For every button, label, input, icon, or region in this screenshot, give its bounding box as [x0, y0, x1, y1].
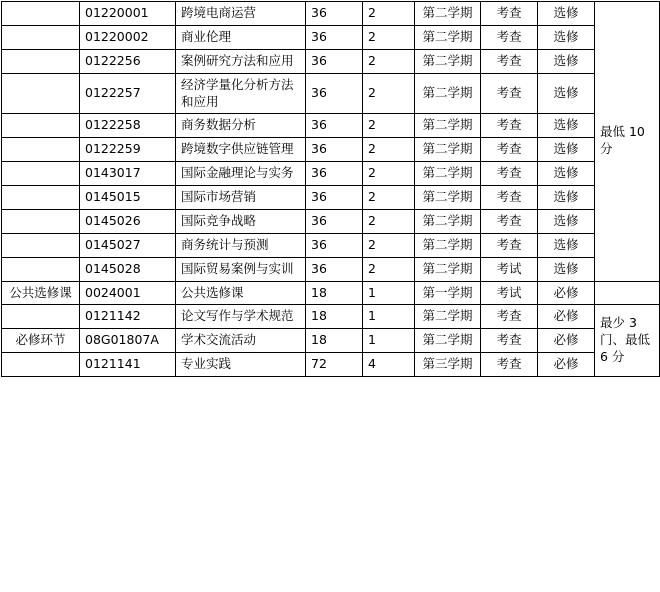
cell-course-credit: 1 [363, 305, 415, 329]
cell-course-type: 必修 [538, 353, 595, 377]
cell-course-type: 选修 [538, 2, 595, 26]
cell-course-term: 第二学期 [415, 114, 481, 138]
cell-course-code: 0145026 [80, 209, 176, 233]
cell-course-hours: 18 [306, 305, 363, 329]
cell-course-code: 0024001 [80, 281, 176, 305]
cell-course-type: 选修 [538, 25, 595, 49]
cell-course-term: 第二学期 [415, 49, 481, 73]
cell-assessment-method: 考查 [481, 233, 538, 257]
cell-course-name: 商务统计与预测 [176, 233, 306, 257]
table-row [2, 138, 660, 162]
cell-course-hours: 36 [306, 25, 363, 49]
cell-assessment-method: 考查 [481, 2, 538, 26]
cell-assessment-method: 考查 [481, 305, 538, 329]
cell-course-term: 第二学期 [415, 305, 481, 329]
cell-course-hours: 36 [306, 162, 363, 186]
cell-course-hours: 36 [306, 233, 363, 257]
cell-course-name: 专业实践 [176, 353, 306, 377]
cell-assessment-method: 考查 [481, 353, 538, 377]
cell-course-code: 08G01807A [80, 329, 176, 353]
cell-course-hours: 36 [306, 138, 363, 162]
cell-course-code: 0121141 [80, 353, 176, 377]
cell-course-code: 0145027 [80, 233, 176, 257]
cell-course-term: 第二学期 [415, 186, 481, 210]
table-row [2, 209, 660, 233]
cell-course-code: 0122259 [80, 138, 176, 162]
cell-course-type: 选修 [538, 209, 595, 233]
cell-course-hours: 36 [306, 73, 363, 114]
cell-course-hours: 18 [306, 329, 363, 353]
table-row [2, 281, 660, 305]
cell-course-code: 0145028 [80, 257, 176, 281]
cell-course-term: 第二学期 [415, 2, 481, 26]
cell-course-name: 国际市场营销 [176, 186, 306, 210]
cell-course-type: 选修 [538, 114, 595, 138]
course-table-body [2, 2, 660, 377]
table-row [2, 305, 660, 329]
cell-course-name: 公共选修课 [176, 281, 306, 305]
cell-course-code: 0122257 [80, 73, 176, 114]
cell-course-group [2, 305, 80, 329]
course-table [1, 1, 660, 377]
cell-course-type: 选修 [538, 186, 595, 210]
cell-assessment-method: 考查 [481, 25, 538, 49]
table-row [2, 329, 660, 353]
cell-course-hours: 18 [306, 281, 363, 305]
cell-course-credit: 2 [363, 233, 415, 257]
cell-course-credit: 2 [363, 209, 415, 233]
cell-course-term: 第二学期 [415, 73, 481, 114]
cell-note: 最少 3 门、最低 6 分 [595, 305, 660, 377]
cell-assessment-method: 考查 [481, 114, 538, 138]
cell-course-hours: 36 [306, 114, 363, 138]
cell-course-credit: 1 [363, 281, 415, 305]
cell-course-name: 案例研究方法和应用 [176, 49, 306, 73]
table-row [2, 2, 660, 26]
cell-note [595, 281, 660, 305]
table-row [2, 353, 660, 377]
cell-course-name: 国际金融理论与实务 [176, 162, 306, 186]
cell-course-code: 01220002 [80, 25, 176, 49]
cell-course-group [2, 138, 80, 162]
cell-course-group: 公共选修课 [2, 281, 80, 305]
cell-course-credit: 2 [363, 73, 415, 114]
table-row [2, 25, 660, 49]
cell-course-term: 第二学期 [415, 209, 481, 233]
cell-course-credit: 2 [363, 138, 415, 162]
cell-course-type: 选修 [538, 162, 595, 186]
cell-course-credit: 2 [363, 49, 415, 73]
cell-course-type: 选修 [538, 138, 595, 162]
cell-course-name: 跨境数字供应链管理 [176, 138, 306, 162]
cell-course-code: 01220001 [80, 2, 176, 26]
cell-course-code: 0122258 [80, 114, 176, 138]
cell-course-name: 商务数据分析 [176, 114, 306, 138]
cell-course-group: 必修环节 [2, 329, 80, 353]
cell-course-credit: 4 [363, 353, 415, 377]
cell-course-credit: 2 [363, 25, 415, 49]
cell-course-type: 必修 [538, 281, 595, 305]
cell-note: 最低 10 分 [595, 2, 660, 282]
cell-course-code: 0143017 [80, 162, 176, 186]
table-row [2, 114, 660, 138]
cell-course-group [2, 25, 80, 49]
cell-course-type: 选修 [538, 73, 595, 114]
cell-course-credit: 2 [363, 257, 415, 281]
cell-course-group [2, 257, 80, 281]
cell-course-name: 论文写作与学术规范 [176, 305, 306, 329]
cell-assessment-method: 考查 [481, 138, 538, 162]
cell-course-credit: 2 [363, 162, 415, 186]
cell-course-group [2, 233, 80, 257]
cell-course-hours: 36 [306, 257, 363, 281]
cell-course-term: 第二学期 [415, 162, 481, 186]
cell-course-hours: 72 [306, 353, 363, 377]
cell-course-term: 第二学期 [415, 25, 481, 49]
cell-course-type: 必修 [538, 305, 595, 329]
cell-course-name: 国际贸易案例与实训 [176, 257, 306, 281]
table-row [2, 162, 660, 186]
cell-course-term: 第二学期 [415, 138, 481, 162]
cell-course-code: 0145015 [80, 186, 176, 210]
cell-course-type: 选修 [538, 257, 595, 281]
cell-course-term: 第二学期 [415, 233, 481, 257]
cell-course-name: 经济学量化分析方法和应用 [176, 73, 306, 114]
cell-assessment-method: 考查 [481, 186, 538, 210]
table-row [2, 257, 660, 281]
cell-course-group [2, 209, 80, 233]
cell-course-group [2, 73, 80, 114]
cell-assessment-method: 考试 [481, 257, 538, 281]
cell-course-group [2, 114, 80, 138]
cell-course-name: 商业伦理 [176, 25, 306, 49]
cell-assessment-method: 考试 [481, 281, 538, 305]
cell-course-hours: 36 [306, 209, 363, 233]
cell-course-name: 跨境电商运营 [176, 2, 306, 26]
cell-course-credit: 2 [363, 114, 415, 138]
cell-course-name: 学术交流活动 [176, 329, 306, 353]
cell-course-hours: 36 [306, 2, 363, 26]
cell-assessment-method: 考查 [481, 329, 538, 353]
cell-course-group [2, 186, 80, 210]
cell-course-group [2, 353, 80, 377]
cell-assessment-method: 考查 [481, 49, 538, 73]
cell-course-term: 第二学期 [415, 329, 481, 353]
table-row [2, 49, 660, 73]
cell-course-group [2, 49, 80, 73]
cell-course-type: 必修 [538, 329, 595, 353]
table-row [2, 73, 660, 114]
cell-course-term: 第二学期 [415, 257, 481, 281]
cell-course-group [2, 2, 80, 26]
cell-assessment-method: 考查 [481, 209, 538, 233]
table-row [2, 186, 660, 210]
cell-course-term: 第一学期 [415, 281, 481, 305]
cell-course-code: 0122256 [80, 49, 176, 73]
cell-course-term: 第三学期 [415, 353, 481, 377]
cell-course-hours: 36 [306, 186, 363, 210]
cell-course-hours: 36 [306, 49, 363, 73]
cell-course-credit: 1 [363, 329, 415, 353]
course-table-page [0, 1, 660, 592]
cell-course-type: 选修 [538, 49, 595, 73]
cell-course-code: 0121142 [80, 305, 176, 329]
cell-course-credit: 2 [363, 2, 415, 26]
cell-course-credit: 2 [363, 186, 415, 210]
cell-course-type: 选修 [538, 233, 595, 257]
table-row [2, 233, 660, 257]
cell-course-name: 国际竞争战略 [176, 209, 306, 233]
cell-course-group [2, 162, 80, 186]
cell-assessment-method: 考查 [481, 73, 538, 114]
cell-assessment-method: 考查 [481, 162, 538, 186]
